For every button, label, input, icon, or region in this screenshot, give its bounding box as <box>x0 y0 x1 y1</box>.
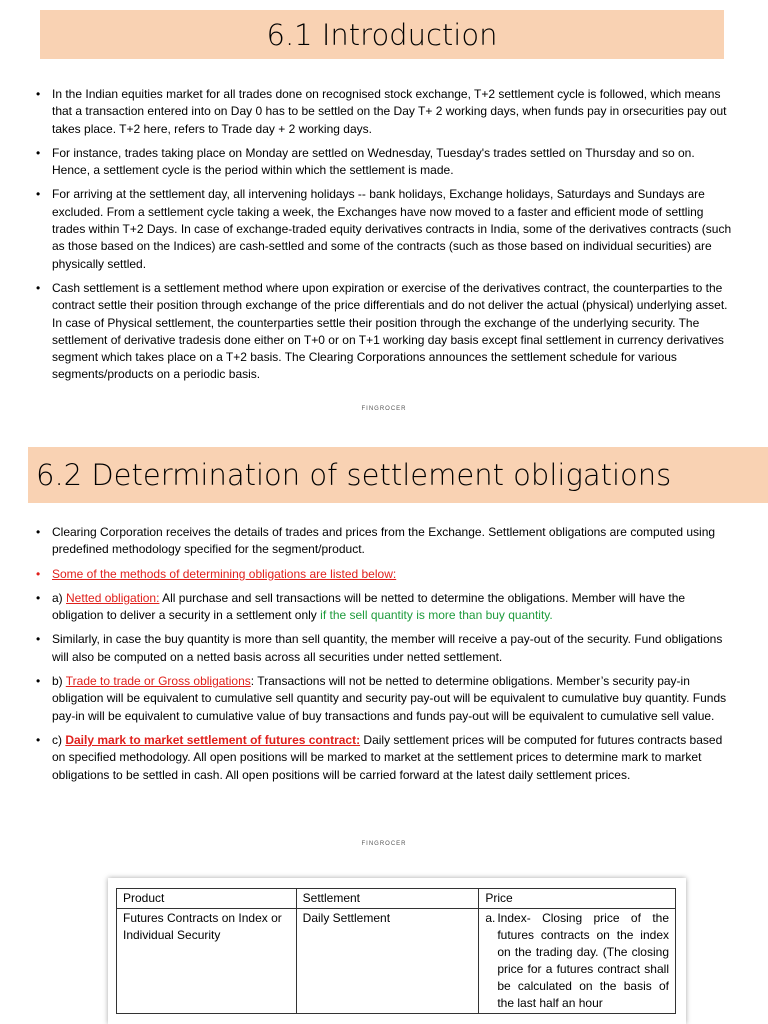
slide1-bullet-4: • Cash settlement is a settlement method where upon expiration or exercise of the derivatives contract, the counterparties to the contract settle their position through exchange of the price differentials and do not deliver the actual (physical) underlying asset. In case of Physical settlement, the counterparties settle their position through the exchange of the underlying security. The settlement of derivative tradesis done either on T+0 or on T+1 working day basis except final settlement in currency derivatives segment which takes place on a T+2 basis. The Clearing Corporations announces the settlement schedule for various segments/products on a periodic basis. <box>34 280 734 384</box>
cell-product: Futures Contracts on Index or Individual Security <box>117 909 297 1014</box>
slide2-bullet-1: • Clearing Corporation receives the details of trades and prices from the Exchange. Settlement obligations are computed using predefined methodology specified for the segment/product. <box>34 524 734 559</box>
table-header-row <box>117 889 676 909</box>
settlement-table-card <box>108 878 686 1024</box>
slide2-footer: FINGROCER <box>361 841 407 847</box>
netted-condition: if the sell quantity is more than buy quantity. <box>320 608 553 623</box>
netted-label: Netted obligation: <box>66 590 160 605</box>
header-product: Product <box>117 889 297 909</box>
netted-prefix: a) <box>52 590 67 605</box>
slide1-bullet-2: • For instance, trades taking place on Monday are settled on Wednesday, Tuesday's trades settled on Thursday and so on. Hence, a settlement cycle is the period within which the settlement is made. <box>34 145 734 180</box>
gross-text: : Transactions will not be netted to determine obligations. Member’s security pay-in obligation will be equivalent to cumulative sell quantity and security pay-out will be equivalent to cumulative buy quantity. Funds pay-in will be equivalent to cumulative value of buy transactions and funds pay-out will be equivalent to cumulative sell value. <box>52 674 727 723</box>
cell-price <box>479 909 676 1014</box>
mtm-text: Daily settlement prices will be computed for futures contracts based on specified methodology. All open positions will be marked to market at the settlement prices to determine mark to market obligations to be settled in cash. All open positions will be carried forward at the latest daily settlement prices. <box>52 732 723 782</box>
slide1-bullet-1: • In the Indian equities market for all trades done on recognised stock exchange, T+2 settlement cycle is followed, which means that a transaction entered into on Day 0 has to be settled on the Day T+ 2 working days, when funds pay in orsecurities pay out takes place. T+2 here, refers to Trade day + 2 working days. <box>34 86 734 138</box>
slide1-footer: FINGROCER <box>361 406 407 412</box>
slide2-bullet-list <box>34 524 734 791</box>
price-item-marker: a. <box>485 911 496 925</box>
slide2-bullet-gross <box>34 673 734 725</box>
slide2-bullet-similarly: • Similarly, in case the buy quantity is more than sell quantity, the member will receive a pay-out of the security. Fund obligations will also be computed on a netted basis across all securities under netted settlement. <box>34 631 734 666</box>
slide2-bullet-netted <box>34 590 734 625</box>
price-item-text: Index- Closing price of the futures contracts on the index on the trading day. (The closing price for a futures contract shall be calculated on the basis of the last half an hour <box>497 911 669 1010</box>
slide-settlement-obligations <box>0 440 768 865</box>
slide-introduction <box>0 0 768 440</box>
netted-text: All purchase and sell transactions will be netted to determine the obligations. Member will have the obligation to deliver a security in a settlement only <box>52 590 686 623</box>
slide1-bullet-list <box>34 86 734 391</box>
gross-prefix: b) <box>52 674 66 689</box>
price-item-a <box>485 910 669 1012</box>
cell-settlement: Daily Settlement <box>296 909 479 1014</box>
mtm-label: Daily mark to market settlement of futures contract: <box>65 732 361 747</box>
slide2-title: 6.2 Determination of settlement obligations <box>28 447 768 503</box>
gross-label: Trade to trade or Gross obligations <box>65 674 251 689</box>
slide1-bullet-3: • For arriving at the settlement day, all intervening holidays -- bank holidays, Exchange holidays, Saturdays and Sundays are excluded. From a settlement cycle taking a week, the Exchanges have now moved to a faster and efficient mode of settling trades within T+2 Days. In case of exchange-traded equity derivatives contracts in India, some of the derivatives contracts (such as those based on the Indices) are cash-settled and some of the contracts (such as those based on individual securities) are physically settled. <box>34 186 734 272</box>
settlement-table <box>116 888 676 1014</box>
header-price: Price <box>479 889 676 909</box>
table-row <box>117 909 676 1014</box>
mtm-prefix: c) <box>52 732 66 747</box>
slide2-bullet-methods-heading <box>34 566 734 583</box>
slide1-title: 6.1 Introduction <box>40 10 724 59</box>
methods-heading-text: Some of the methods of determining obligations are listed below: <box>52 566 397 581</box>
slide2-bullet-mtm <box>34 732 734 784</box>
header-settlement: Settlement <box>296 889 479 909</box>
